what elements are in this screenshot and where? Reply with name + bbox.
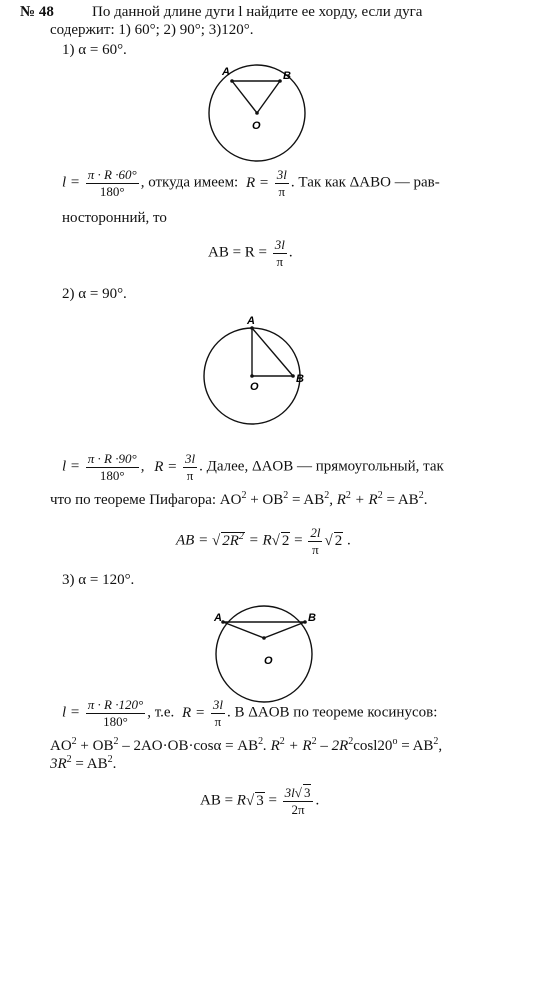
- part2-point-o: [250, 374, 254, 378]
- part3-radius-fraction: $\frac{3l}{\pi}$: [212, 697, 223, 729]
- part3-result-fraction: $\frac{3l√ 3}{2\pi}$: [283, 786, 314, 816]
- part1-figure: [205, 60, 315, 166]
- part1-radius-oa: [232, 81, 257, 113]
- part2-result: AB = √ $2R^2 = R√$ 2 = $\frac{2l}{\pi}$ √ 2 .: [176, 525, 351, 557]
- part1-label-a: A: [222, 66, 230, 78]
- part1-label-b: B: [283, 70, 291, 82]
- part3-arc-fraction: $\frac{\pi \cdot R \cdot 120^\circ}{180^\circ}$: [87, 697, 144, 729]
- part3-circle: [216, 606, 312, 702]
- problem-text-line2: содержит: 1) 60°; 2) 90°; 3)120°.: [50, 22, 254, 38]
- part3-sqrt-3: 3: [256, 792, 264, 809]
- part3-radius-ob: [264, 622, 305, 638]
- part2-figure: [200, 312, 310, 428]
- part2-sqrt-2r2: $2R^2$: [222, 530, 244, 549]
- part3-radius-oa: [223, 622, 264, 638]
- part3-label-a: A: [214, 612, 222, 624]
- part1-arc-fraction: $\frac{\pi \cdot R \cdot 60^\circ}{180^\circ}$: [87, 167, 137, 199]
- part2-label-b: B: [296, 373, 304, 385]
- part2-label-a: A: [247, 315, 255, 327]
- part1-result-fraction: $\frac{3l}{\pi}$: [274, 237, 285, 269]
- part1-point-o: [255, 111, 259, 115]
- part1-radius-ob: [257, 81, 280, 113]
- part3-line3: $3R^2 = AB^2$.: [50, 754, 117, 772]
- part2-result-fraction: $\frac{2l}{\pi}$: [310, 525, 321, 557]
- part2-arc-fraction: $\frac{\pi \cdot R \cdot 90^\circ}{180^\circ}$: [87, 451, 137, 483]
- part3-label-o: O: [264, 655, 273, 667]
- part2-label-o: O: [250, 381, 259, 393]
- part1-radius-fraction: $\frac{3l}{\pi}$: [276, 167, 287, 199]
- part2-radius-fraction: $\frac{3l}{\pi}$: [185, 451, 196, 483]
- part1-point-a: [230, 79, 234, 83]
- part3-figure: [212, 600, 324, 708]
- part2-point-b: [291, 374, 295, 378]
- part3-point-o: [262, 636, 266, 640]
- part3-heading: 3) α = 120°.: [62, 572, 135, 588]
- part3-point-b: [303, 620, 307, 624]
- part2-formula-line: l = $\frac{\pi \cdot R \cdot 90^\circ}{180^\circ}$ , R = $\frac{3l}{\pi}$ . Далее, ΔAOB — прямоугольный, так: [62, 451, 444, 483]
- problem-header: [20, 4, 54, 21]
- part2-heading: 2) α = 90°.: [62, 286, 127, 302]
- part1-line2: носторонний, то: [62, 210, 167, 226]
- part1-point-b: [278, 79, 282, 83]
- part3-line2: $AO^2 + OB^2 - 2AO\cdot OB\cdot\cos\alpha = AB^2$. $R^2 + R^2 - 2R^2\cos l20^o = AB^2$,: [50, 736, 443, 754]
- part2-sqrt-2: 2: [281, 532, 290, 549]
- part3-formula-line: l = $\frac{\pi \cdot R \cdot 120^\circ}{180^\circ}$ , т.е. R = $\frac{3l}{\pi}$ . В ΔAOB по теореме косинусов:: [62, 697, 438, 729]
- part3-result: AB = R√ 3 = $\frac{3l√ 3}{2\pi}$ .: [200, 785, 320, 817]
- problem-text-line1: По данной длине дуги l найдите ее хорду, если дуга: [92, 4, 423, 20]
- part1-result: AB = R = $\frac{3l}{\pi}$ .: [208, 237, 293, 269]
- part2-line2: что по теореме Пифагора: $AO^2 + OB^2 = AB^2$, $R^2 + R^2 = AB^2$.: [50, 490, 428, 508]
- part3-label-b: B: [308, 612, 316, 624]
- problem-number: № 48: [20, 4, 54, 20]
- part2-chord-ab: [252, 328, 293, 376]
- part1-label-o: O: [252, 120, 261, 132]
- part2-sqrt-2b: 2: [334, 532, 343, 549]
- part1-formula-line: l = $\frac{\pi \cdot R \cdot 60^\circ}{180^\circ}$ , откуда имеем: R = $\frac{3l}{\pi}$ . Так как ΔABO — рав-: [62, 167, 440, 199]
- part1-heading: 1) α = 60°.: [62, 42, 127, 58]
